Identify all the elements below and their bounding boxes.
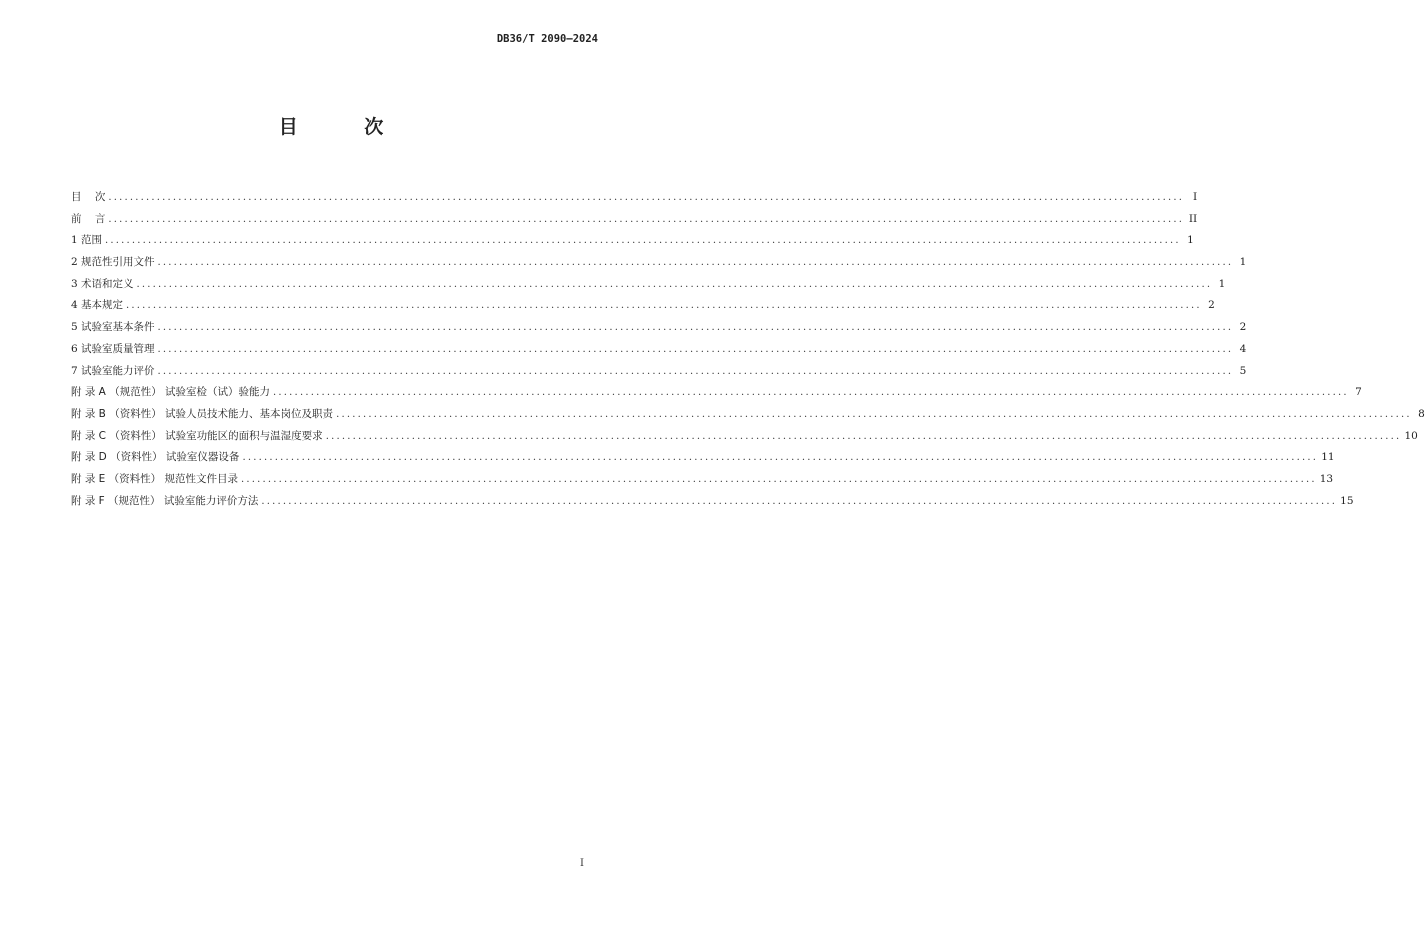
toc-entry-label: 4 基本规定 xyxy=(71,299,124,312)
toc-entry-page: II xyxy=(1188,212,1198,225)
toc-entry-label: 附 录 B （资料性） 试验人员技术能力、基本岗位及职责 xyxy=(71,407,334,420)
toc-entry-capability-evaluation[interactable] xyxy=(71,361,1247,383)
table-of-contents xyxy=(71,187,1425,512)
toc-entry-page: 2 xyxy=(1239,321,1247,334)
toc-leader-dots: ........................................................................................................................................................................................................ xyxy=(108,213,1185,225)
toc-entry-appendix-c[interactable] xyxy=(71,426,1418,448)
toc-entry-page: 11 xyxy=(1321,451,1335,464)
toc-entry-page: 8 xyxy=(1418,407,1425,420)
toc-entry-label: 附 录 F （规范性） 试验室能力评价方法 xyxy=(71,494,259,507)
toc-entry-page: 4 xyxy=(1239,342,1247,355)
toc-entry-label: 6 试验室质量管理 xyxy=(71,342,155,355)
toc-entry-page: 2 xyxy=(1208,299,1215,312)
toc-entry-quality-management[interactable] xyxy=(71,339,1247,361)
toc-entry-page: 7 xyxy=(1355,386,1362,399)
toc-entry-label: 5 试验室基本条件 xyxy=(71,321,155,334)
toc-entry-appendix-b[interactable] xyxy=(71,404,1425,426)
toc-entry-page: 10 xyxy=(1404,429,1418,442)
toc-entry-label: 7 试验室能力评价 xyxy=(71,364,155,377)
toc-entry-terms[interactable] xyxy=(71,274,1226,296)
toc-leader-dots: ........................................................................................................................................................................................................ xyxy=(336,408,1412,420)
toc-entry-label: 3 术语和定义 xyxy=(71,277,134,290)
page-number: I xyxy=(580,858,584,869)
toc-entry-label: 附 录 C （资料性） 试验室功能区的面积与温湿度要求 xyxy=(71,429,323,442)
toc-leader-dots: ........................................................................................................................................................................................................ xyxy=(325,430,1402,442)
toc-entry-label: 附 录 E （资料性） 规范性文件目录 xyxy=(71,472,238,485)
toc-entry-basic-provisions[interactable] xyxy=(71,295,1215,317)
toc-entry-page: 15 xyxy=(1340,494,1354,507)
toc-leader-dots: ........................................................................................................................................................................................................ xyxy=(136,278,1213,290)
toc-entry-lab-conditions[interactable] xyxy=(71,317,1247,339)
toc-leader-dots: ........................................................................................................................................................................................................ xyxy=(240,473,1317,485)
toc-leader-dots: ........................................................................................................................................................................................................ xyxy=(108,192,1185,203)
toc-entry-label: 前 言 xyxy=(71,212,106,225)
toc-entry-contents[interactable] xyxy=(71,187,1198,209)
toc-leader-dots: ........................................................................................................................................................................................................ xyxy=(157,343,1234,355)
toc-entry-label: 附 录 D （资料性） 试验室仪器设备 xyxy=(71,451,240,464)
toc-entry-appendix-a[interactable] xyxy=(71,382,1362,404)
toc-entry-page: 5 xyxy=(1239,364,1247,377)
toc-entry-label: 2 规范性引用文件 xyxy=(71,256,155,269)
toc-entry-normative-references[interactable] xyxy=(71,252,1247,274)
toc-entry-page: 1 xyxy=(1187,234,1194,247)
toc-entry-page: I xyxy=(1192,191,1198,203)
document-id: DB36/T 2090—2024 xyxy=(496,33,598,45)
toc-leader-dots: ........................................................................................................................................................................................................ xyxy=(126,300,1202,312)
toc-leader-dots: ........................................................................................................................................................................................................ xyxy=(273,387,1349,399)
page-title: 目 次 xyxy=(278,116,414,138)
toc-leader-dots: ........................................................................................................................................................................................................ xyxy=(105,235,1181,247)
toc-entry-page: 13 xyxy=(1319,472,1334,485)
toc-entry-page: 1 xyxy=(1239,256,1247,269)
toc-entry-appendix-e[interactable] xyxy=(71,469,1334,491)
toc-entry-label: 目 次 xyxy=(71,191,106,203)
toc-entry-scope[interactable] xyxy=(71,230,1194,252)
toc-entry-appendix-d[interactable] xyxy=(71,447,1335,469)
toc-entry-label: 附 录 A （规范性） 试验室检（试）验能力 xyxy=(71,386,271,399)
toc-leader-dots: ........................................................................................................................................................................................................ xyxy=(261,495,1338,507)
toc-leader-dots: ........................................................................................................................................................................................................ xyxy=(242,452,1319,464)
toc-entry-appendix-f[interactable] xyxy=(71,491,1354,513)
toc-entry-page: 1 xyxy=(1218,277,1226,290)
toc-leader-dots: ........................................................................................................................................................................................................ xyxy=(157,322,1234,334)
toc-entry-foreword[interactable] xyxy=(71,209,1198,231)
toc-leader-dots: ........................................................................................................................................................................................................ xyxy=(157,365,1234,377)
toc-leader-dots: ........................................................................................................................................................................................................ xyxy=(157,257,1234,269)
toc-entry-label: 1 范围 xyxy=(71,234,103,247)
